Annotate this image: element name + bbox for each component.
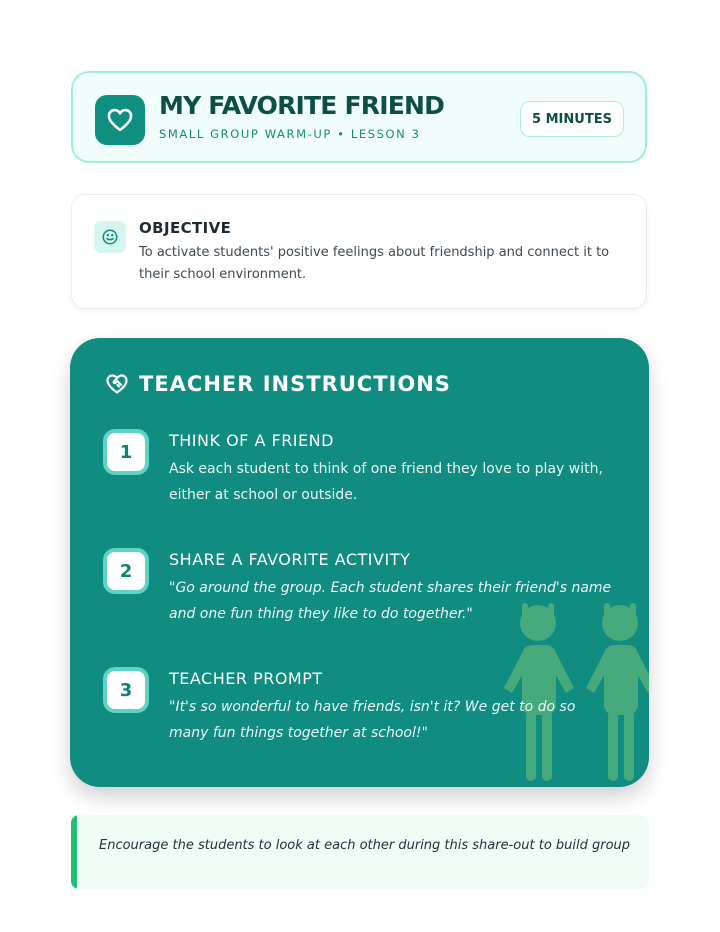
tip-callout xyxy=(71,815,649,889)
step-title: TEACHER PROMPT xyxy=(169,669,323,688)
step-number: 1 xyxy=(103,429,149,475)
step-title: THINK OF A FRIEND xyxy=(169,431,334,450)
duration-badge: 5 MINUTES xyxy=(520,101,624,137)
step-title: SHARE A FAVORITE ACTIVITY xyxy=(169,550,411,569)
lesson-header-card xyxy=(71,71,647,163)
heart-handshake-icon xyxy=(105,372,129,396)
objective-card xyxy=(71,194,647,309)
step-number: 3 xyxy=(103,667,149,713)
smile-icon xyxy=(94,221,126,253)
tip-accent-bar xyxy=(71,815,77,889)
step-number: 2 xyxy=(103,548,149,594)
step-text: "It's so wonderful to have friends, isn't it? We get to do so many fun things together at school!" xyxy=(169,699,576,741)
lesson-subtitle: SMALL GROUP WARM-UP • LESSON 3 xyxy=(159,127,421,141)
teacher-instructions-card xyxy=(70,338,649,787)
step-text: Ask each student to think of one friend they love to play with, either at school or outside. xyxy=(169,461,603,503)
instructions-header xyxy=(105,372,451,396)
heart-icon xyxy=(95,95,145,145)
objective-text: To activate students' positive feelings about friendship and connect it to their school environment. xyxy=(139,245,610,282)
step-text: "Go around the group. Each student shares their friend's name and one fun thing they like to do together." xyxy=(169,580,612,622)
instructions-heading: TEACHER INSTRUCTIONS xyxy=(139,372,451,396)
tip-text: Encourage the students to look at each other during this share-out to build group xyxy=(99,838,631,853)
page-title: MY FAVORITE FRIEND xyxy=(159,91,445,120)
objective-heading: OBJECTIVE xyxy=(139,219,232,237)
